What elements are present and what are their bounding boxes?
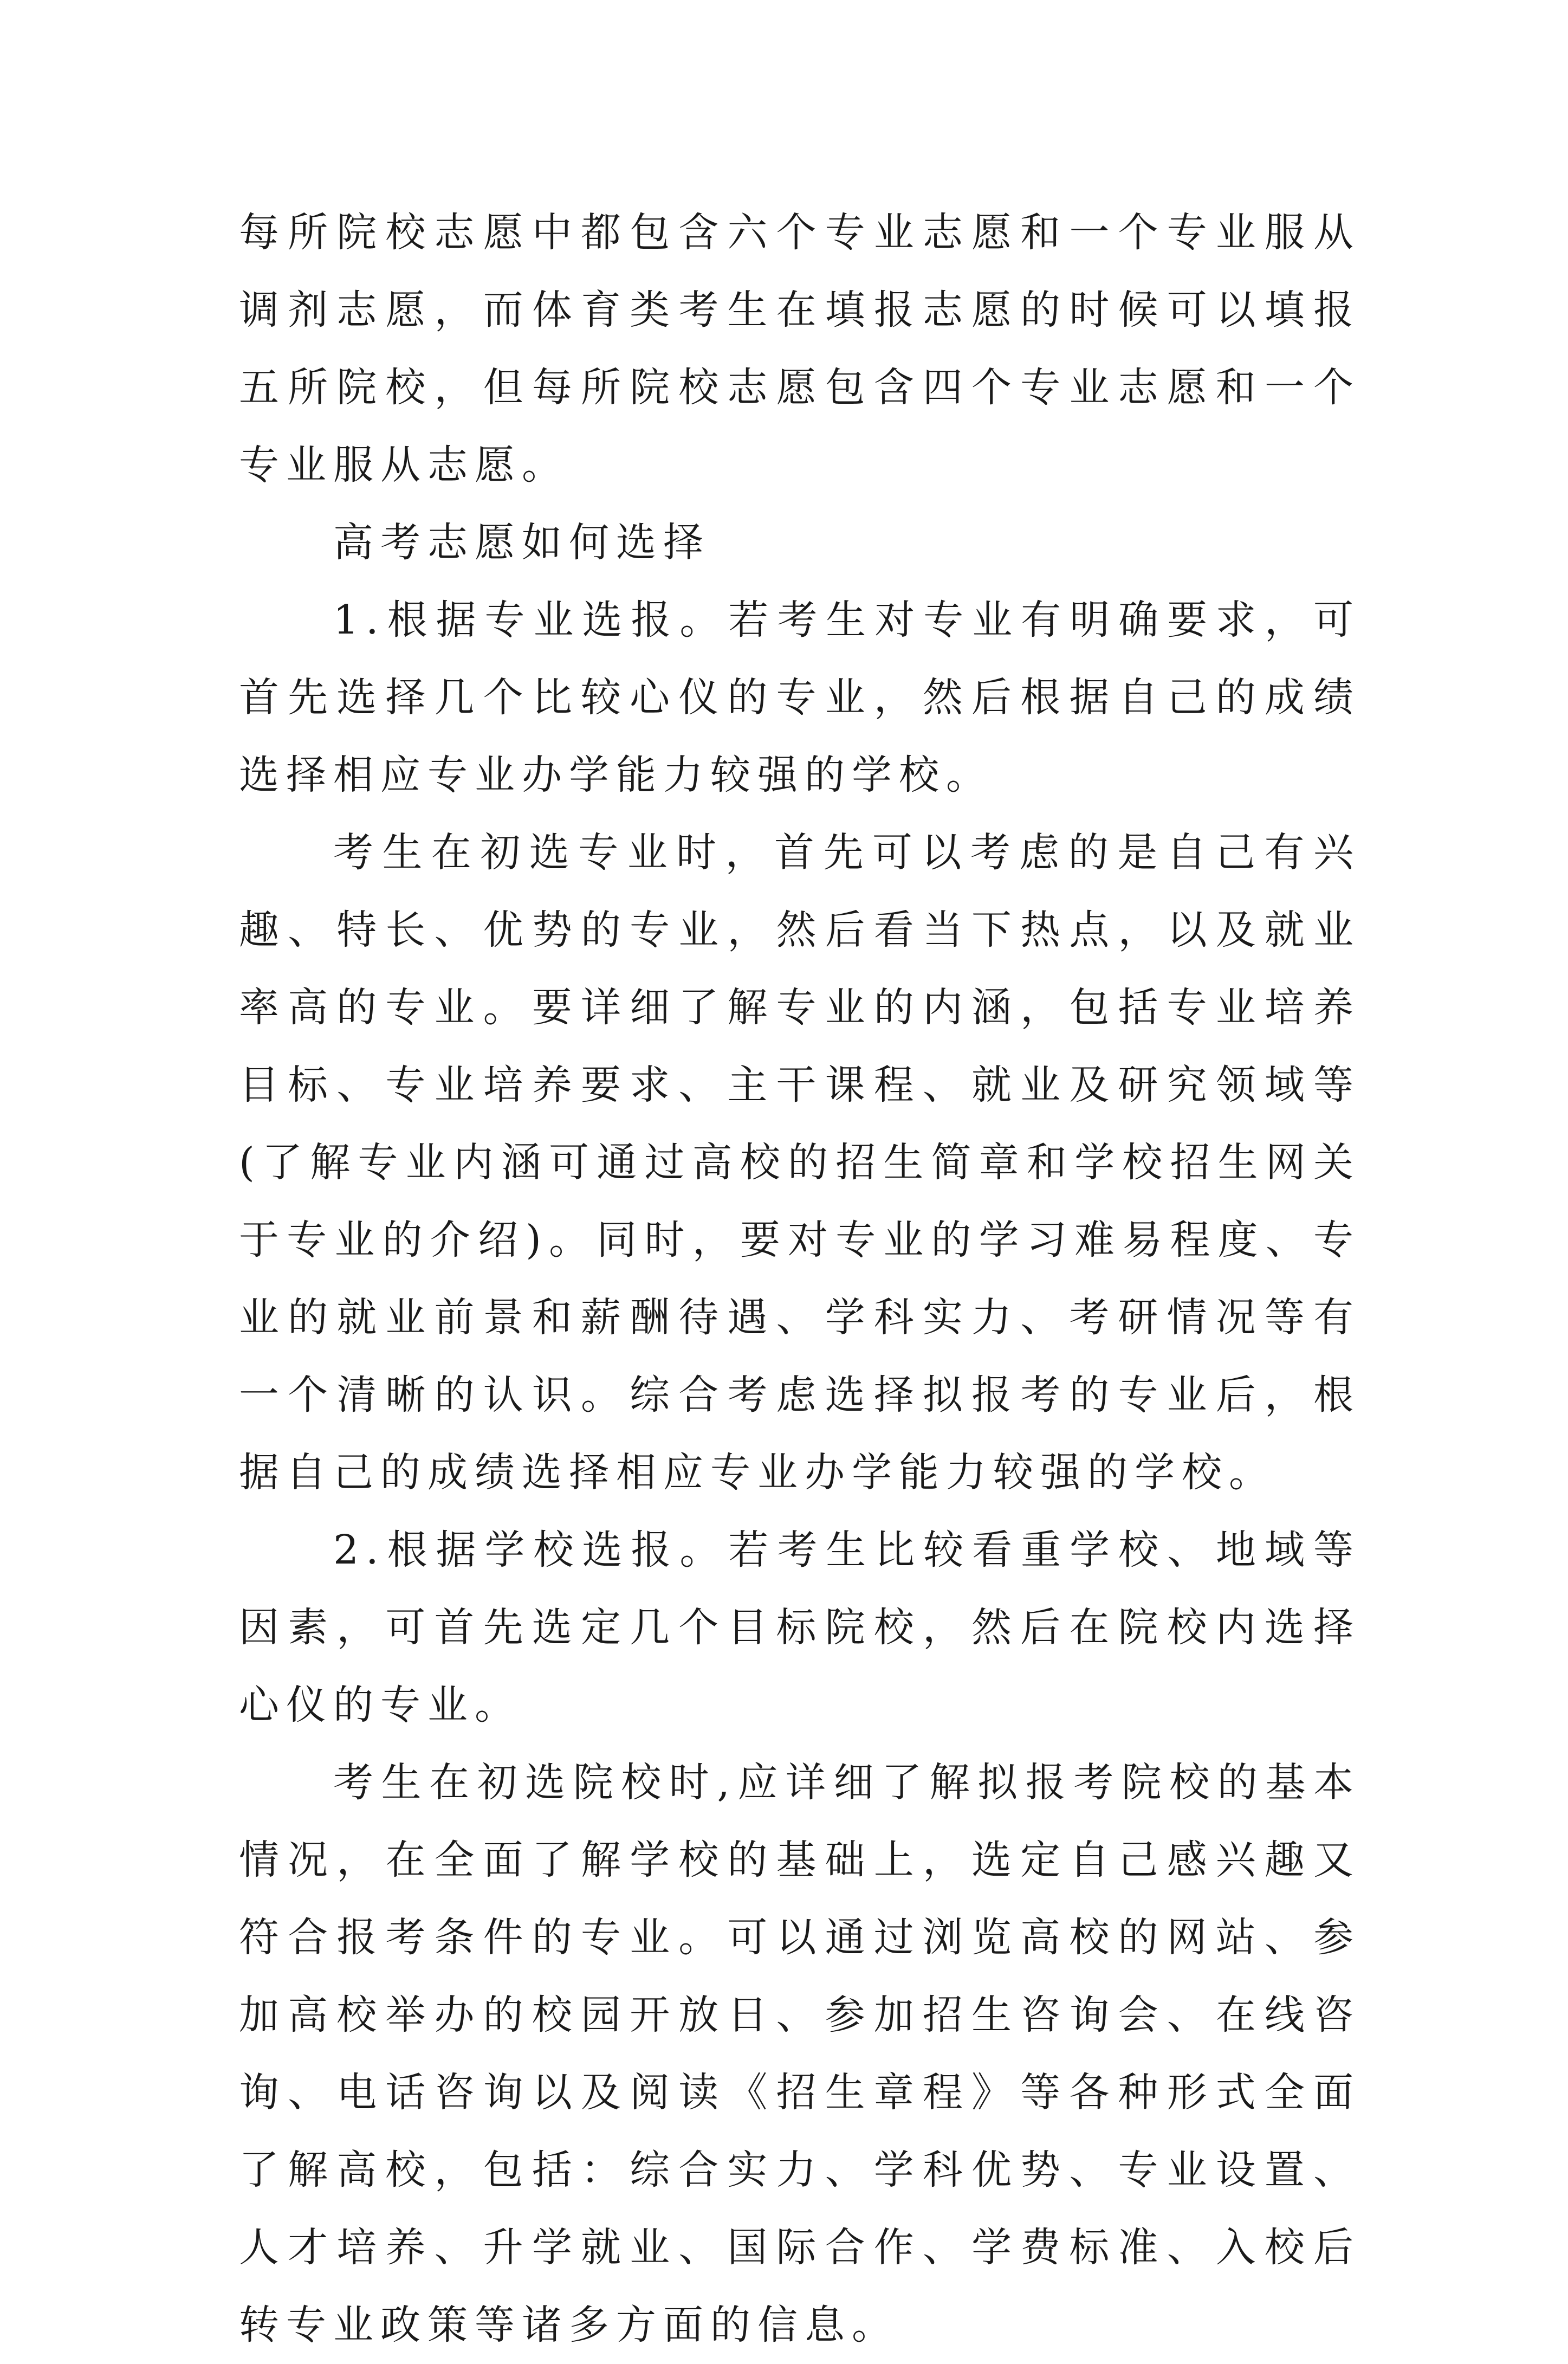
section-heading: 高考志愿如何选择 [333,519,710,566]
paragraph-school-selection-detail: 考生在初选院校时,应详细了解拟报考院校的基本情况，在全面了解学校的基础上，选定自己感兴趣又符合报考条件的专业。可以通过浏览高校的网站、参加高校举办的校园开放日、参加招生咨询会、在线咨询、电话咨询以及阅读《招生章程》等各种形式全面了解高校，包括：综合实力、学科优势、专业设置、人才培养、升学就业、国际合作、学费标准、入校后转专业政策等诸多方面的信息。 [239,1759,1360,2348]
paragraph-major-selection-detail: 考生在初选专业时，首先可以考虑的是自己有兴趣、特长、优势的专业，然后看当下热点，以及就业率高的专业。要详细了解专业的内涵，包括专业培养目标、专业培养要求、主干课程、就业及研究领域等(了解专业内涵可通过高校的招生简章和学校招生网关于专业的介绍)。同时，要对专业的学习难易程度、专业的就业前景和薪酬待遇、学科实力、考研情况等有一个清晰的认识。综合考虑选择拟报考的专业后，根据自己的成绩选择相应专业办学能力较强的学校。 [239,829,1360,1496]
paragraph-choose-by-school: 2.根据学校选报。若考生比较看重学校、地域等因素，可首先选定几个目标院校，然后在院校内选择心仪的专业。 [239,1527,1360,1728]
paragraph-choose-by-major: 1.根据专业选报。若考生对专业有明确要求，可首先选择几个比较心仪的专业，然后根据自己的成绩选择相应专业办学能力较强的学校。 [239,597,1360,798]
paragraph-continuation: 每所院校志愿中都包含六个专业志愿和一个专业服从调剂志愿，而体育类考生在填报志愿的时候可以填报五所院校，但每所院校志愿包含四个专业志愿和一个专业服从志愿。 [239,209,1360,488]
document-body [239,194,1360,2364]
